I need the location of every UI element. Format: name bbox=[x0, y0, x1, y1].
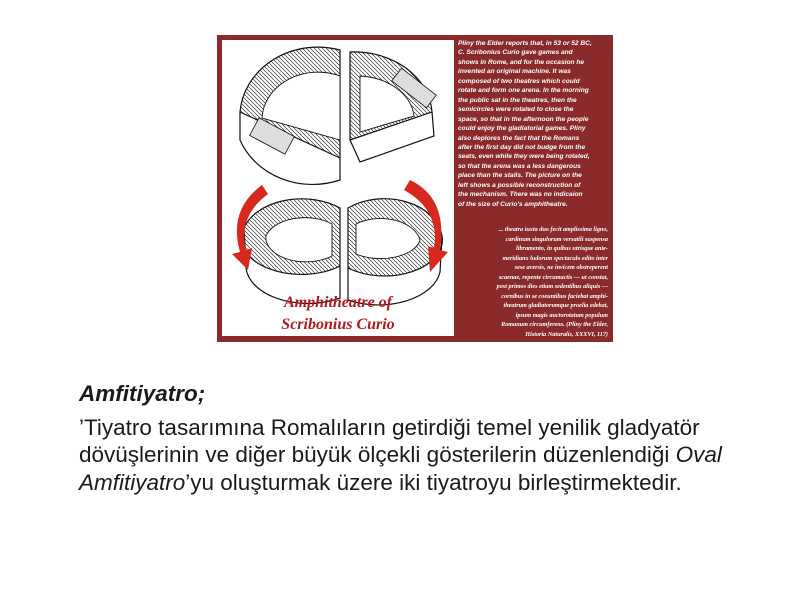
paragraph-italic-term: Oval Amfitiyatro bbox=[79, 442, 722, 495]
latin-quote: ... theatra iuxta duo fecit amplissima ligno, cardinum singulorum versatili suspensa libramento, in quibus utrisque ante- meridiano ludorum spectaculo edito inter sese aversis, ne invicem obstreperent scaenae, repente circumactis — ut constat, post primos dies etiam sedentibus aliquis — cornibus in se coeuntibus faciebat amphi- theatrum gladiatorumque proelia edebat, ipsum magis auctorotatum populum Romanum circumferens. (Pliny the Elder, Historia Naturalis, XXXVI, 117) bbox=[496, 226, 608, 338]
figure-text-panel bbox=[458, 39, 608, 339]
theatre-half-bottom-right bbox=[348, 199, 442, 305]
pliny-description: Pliny the Elder reports that, in 53 or 52 BC, C. Scribonius Curio gave games and shows in Rome, and for the occasion he invented an original machine. It was composed of two theatres which could rotate and form one arena. In the morning the public sat in the theatres, then the semicircles were rotated to close the space, so that in the afternoon the people could enjoy the gladiatorial games. Pliny also deplores the fact that the Romans after the first day did not budge from the seats, even while they were being rotated, so that the arena was a less dangerous place than the stalls. The picture on the left shows a possible reconstruction of the mechanism. There was no indicaion of the size of Curio's amphitheatre. bbox=[458, 40, 592, 208]
theatre-half-top-right bbox=[350, 52, 436, 162]
theatre-half-top-left bbox=[240, 47, 340, 184]
slide-paragraph bbox=[79, 414, 759, 497]
figure-caption bbox=[222, 292, 454, 336]
slide-heading: Amfitiyatro; bbox=[79, 381, 206, 406]
caption-line-2: Scribonius Curio bbox=[281, 316, 395, 333]
theatre-half-bottom-left bbox=[241, 199, 340, 304]
amphitheatre-figure bbox=[217, 35, 613, 342]
paragraph-text-end: ’yu oluşturmak üzere iki tiyatroyu birleştirmektedir. bbox=[185, 469, 682, 495]
reconstruction-illustration bbox=[222, 40, 454, 336]
paragraph-text-start: ’Tiyatro tasarımına Romalıların getirdiği temel yenilik gladyatör dövüşlerinin ve diğer büyük ölçekli gösterilerin düzenlendiği bbox=[79, 414, 700, 467]
slide-body bbox=[79, 380, 759, 496]
caption-line-1: Amphitheatre of bbox=[283, 294, 392, 311]
